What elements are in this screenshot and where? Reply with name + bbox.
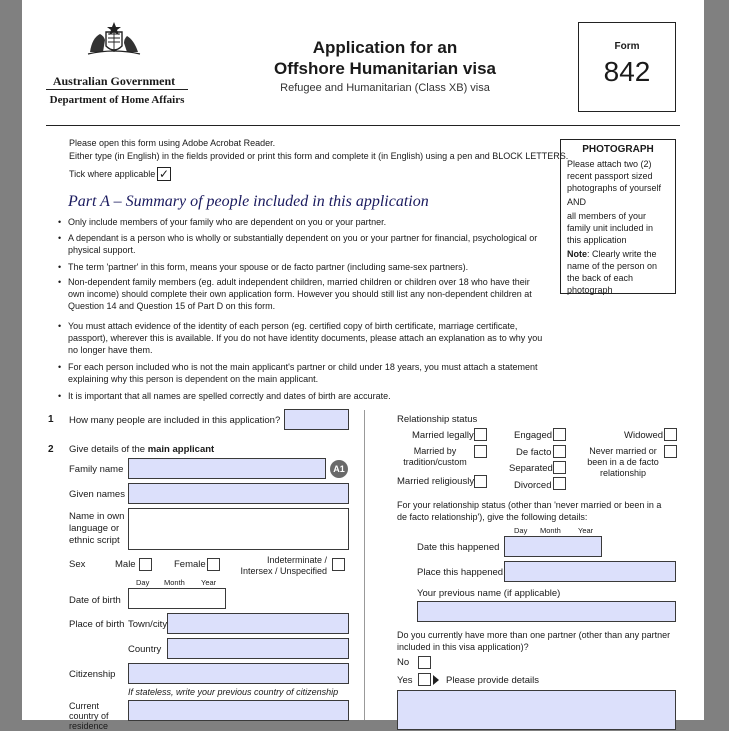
- q2-text-bold: main applicant: [147, 444, 215, 455]
- female-label: Female: [174, 559, 206, 570]
- photo-note-text: : Clearly write the name of the person on the back of each photograph: [567, 249, 658, 295]
- bullet-item: • Non-dependent family members (eg. adult independent children, married children or children over 18 who have their own income) should complete their own application form. However you should still list any non-dependent children at Question 14 and Question 15 of Part D on this form.: [68, 276, 548, 312]
- form-number-box: [578, 22, 676, 112]
- prev-name-label: Your previous name (if applicable): [417, 588, 561, 599]
- date-happened-label: Date this happened: [417, 542, 500, 553]
- widowed-checkbox[interactable]: [664, 428, 677, 441]
- photo-note: [567, 248, 669, 296]
- checkmark-icon: ✓: [158, 167, 170, 181]
- bullet-item: • A dependant is a person who is wholly or substantially dependent on you or your partner for financial, psychological or physical support.: [68, 232, 548, 256]
- form-title-line2: Offshore Humanitarian visa: [273, 59, 496, 78]
- place-happened-input[interactable]: [504, 561, 676, 582]
- gov-name: Australian Government: [52, 74, 176, 88]
- q2-text: [69, 444, 214, 456]
- family-name-label: Family name: [69, 464, 124, 475]
- intro-line1: Please open this form using Adobe Acrobat Reader.: [69, 138, 276, 148]
- male-checkbox[interactable]: [139, 558, 152, 571]
- a1-badge-label: A1: [333, 464, 345, 474]
- column-divider: [364, 410, 365, 720]
- residence-input[interactable]: [128, 700, 349, 721]
- no-label: No: [397, 657, 410, 668]
- photo-text2: all members of your family unit included in this application: [567, 211, 654, 245]
- dob-year-header: Year: [201, 578, 217, 587]
- bullet-item: • The term 'partner' in this form, means your spouse or de facto partner (including same-sex partners).: [68, 261, 548, 273]
- never-married-checkbox[interactable]: [664, 445, 677, 458]
- form-subtitle: Refugee and Humanitarian (Class XB) visa: [280, 82, 490, 94]
- dob-input[interactable]: [128, 588, 226, 609]
- separated-label: Separated: [509, 463, 553, 474]
- rel-heading: Relationship status: [397, 414, 478, 425]
- q2-number: 2: [48, 444, 54, 455]
- married-legally-checkbox[interactable]: [474, 428, 487, 441]
- form-label: Form: [614, 41, 640, 52]
- photograph-box: [560, 139, 676, 294]
- divorced-label: Divorced: [514, 480, 552, 491]
- q2-text-prefix: Give details of the: [69, 444, 148, 455]
- logo-divider: [46, 89, 188, 90]
- partner-no-checkbox[interactable]: [418, 656, 431, 669]
- dob-month-header: Month: [164, 578, 185, 587]
- married-religiously-label: Married religiously: [397, 476, 475, 487]
- engaged-checkbox[interactable]: [553, 428, 566, 441]
- given-names-label: Given names: [69, 489, 125, 500]
- people-count-input[interactable]: [284, 409, 349, 430]
- bullet-item: • It is important that all names are spelled correctly and dates of birth are accurate.: [68, 390, 548, 402]
- family-name-input[interactable]: [128, 458, 326, 479]
- header-rule: [46, 125, 680, 126]
- married-tradition-label: Married by tradition/custom: [403, 446, 467, 467]
- widowed-label: Widowed: [624, 430, 664, 441]
- photo-note-bold: Note: [567, 249, 587, 259]
- form-number: 842: [603, 56, 651, 87]
- citizenship-label: Citizenship: [69, 669, 116, 680]
- partner-question: Do you currently have more than one partner (other than any partner included in this visa application)?: [397, 630, 671, 652]
- bullet-item: • For each person included who is not the main applicant's partner or child under 18 years, you must attach a statement explaining why this person is dependent on the main applicant.: [68, 361, 548, 385]
- married-religiously-checkbox[interactable]: [474, 475, 487, 488]
- sex-label: Sex: [69, 559, 86, 570]
- divorced-checkbox[interactable]: [553, 477, 566, 490]
- tick-label: Tick where applicable: [69, 169, 156, 179]
- female-checkbox[interactable]: [207, 558, 220, 571]
- rel-day-header: Day: [514, 526, 528, 535]
- intro-line2: Either type (in English) in the fields provided or print this form and complete it (in English) using a pen and BLOCK LETTERS.: [69, 151, 569, 161]
- provide-details-label: Please provide details: [446, 675, 539, 686]
- male-label: Male: [115, 559, 136, 570]
- coat-of-arms-icon: [84, 20, 144, 58]
- rel-month-header: Month: [540, 526, 561, 535]
- bullet-item: • Only include members of your family who are dependent on you or your partner.: [68, 216, 548, 228]
- photo-heading: PHOTOGRAPH: [582, 144, 654, 155]
- q1-text: How many people are included in this application?: [69, 415, 281, 426]
- citizenship-input[interactable]: [128, 663, 349, 684]
- town-city-input[interactable]: [167, 613, 349, 634]
- q1-number: 1: [48, 414, 54, 425]
- town-city-label: Town/city: [128, 619, 168, 630]
- never-married-label: Never married or been in a de facto relationship: [587, 446, 659, 478]
- married-legally-label: Married legally: [412, 430, 474, 441]
- date-happened-input[interactable]: [504, 536, 602, 557]
- engaged-label: Engaged: [514, 430, 553, 441]
- form-title-line1: Application for an: [312, 38, 458, 57]
- form-page: [22, 0, 704, 731]
- de-facto-label: De facto: [516, 447, 552, 458]
- prev-name-input[interactable]: [417, 601, 676, 622]
- photo-and: AND: [567, 197, 587, 207]
- bullet-item: • You must attach evidence of the identity of each person (eg. certified copy of birth certificate, marriage certificate, passport), wherever this is available. If you do not have identity documents, please attach an explanation as to why you no longer have them.: [68, 320, 548, 356]
- partner-yes-checkbox[interactable]: [418, 673, 431, 686]
- given-names-input[interactable]: [128, 483, 349, 504]
- country-label: Country: [128, 644, 162, 655]
- dept-name: Department of Home Affairs: [49, 94, 185, 106]
- partner-details-input[interactable]: [397, 690, 676, 730]
- indeterminate-checkbox[interactable]: [332, 558, 345, 571]
- dob-label: Date of birth: [69, 595, 121, 606]
- rel-year-header: Year: [578, 526, 594, 535]
- own-language-label: Name in own language or ethnic script: [69, 511, 125, 546]
- photo-text1: Please attach two (2) recent passport sized photographs of yourself: [567, 159, 662, 193]
- arrow-right-icon: [433, 675, 439, 685]
- dob-day-header: Day: [136, 578, 150, 587]
- stateless-note: If stateless, write your previous country of citizenship: [128, 687, 339, 697]
- residence-label: Current country of residence: [69, 701, 109, 731]
- yes-label: Yes: [397, 675, 413, 686]
- a1-badge: [330, 460, 348, 478]
- indeterminate-label: Indeterminate / Intersex / Unspecified: [240, 555, 327, 576]
- part-a-heading: Part A – Summary of people included in this application: [68, 193, 429, 210]
- rel-other-text: For your relationship status (other than 'never married or been in a de facto relationship'), give the following details:: [397, 500, 662, 522]
- separated-checkbox[interactable]: [553, 461, 566, 474]
- de-facto-checkbox[interactable]: [553, 445, 566, 458]
- married-tradition-checkbox[interactable]: [474, 445, 487, 458]
- own-language-input[interactable]: [128, 508, 349, 550]
- tick-example-box: [157, 167, 171, 181]
- pob-label: Place of birth: [69, 619, 125, 630]
- birth-country-input[interactable]: [167, 638, 349, 659]
- place-happened-label: Place this happened: [417, 567, 504, 578]
